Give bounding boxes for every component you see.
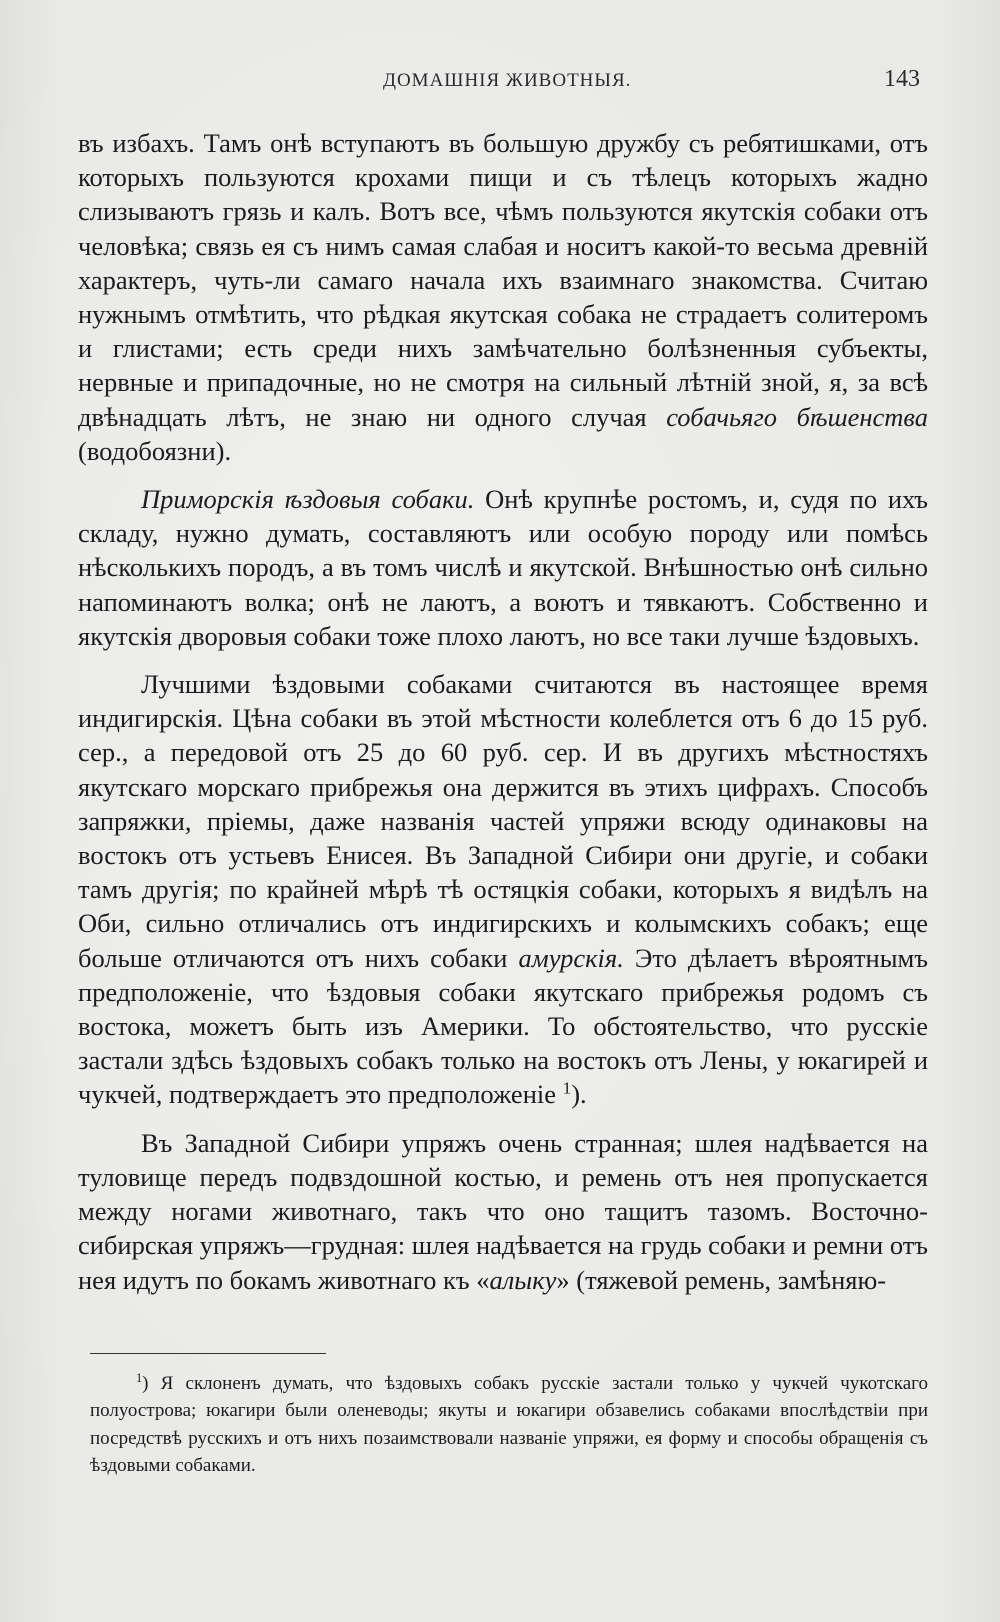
footnote-separator xyxy=(90,1353,326,1354)
paragraph-2 xyxy=(78,482,928,653)
running-head xyxy=(78,62,928,102)
paragraph-4-emphasis: алыку xyxy=(489,1264,557,1295)
paragraph-1-text: въ избахъ. Тамъ онѣ вступаютъ въ большую дружбу съ ребятишками, отъ которыхъ пользуются крохами пищи и съ тѣлецъ которыхъ жадно слизываютъ грязь и калъ. Вотъ все, чѣмъ пользуются якутскія собаки отъ человѣка; связь ея съ нимъ самая слабая и носитъ какой-то весьма древній характеръ, чуть-ли самаго начала ихъ взаимнаго знакомства. Считаю нужнымъ отмѣтить, что рѣдкая якутская собака не страдаетъ солитеромъ и глистами; есть среди нихъ замѣчательно болѣзненныя субъекты, нервные и припадочные, но не смотря на сильный лѣтній зной, я, за всѣ двѣнадцать лѣтъ, не знаю ни одного случая xyxy=(78,128,928,432)
paragraph-1-tail: (водобоязни). xyxy=(78,435,232,466)
footnotes xyxy=(78,1370,928,1480)
paragraph-3-text: Лучшими ѣздовыми собаками считаются въ настоящее время индигирскія. Цѣна собаки въ этой мѣстности колеблется отъ 6 до 15 руб. сер., а передовой отъ 25 до 60 руб. сер. И въ другихъ мѣстностяхъ якутскаго морскаго прибрежья она держится въ этихъ цифрахъ. Способъ запряжки, пріемы, даже названія частей упряжи всюду одинаковы на востокъ отъ устьевъ Енисея. Въ Западной Сибири они другіе, и собаки тамъ другія; по крайней мѣрѣ тѣ остяцкія собаки, которыхъ я видѣлъ на Оби, сильно отличались отъ индигирскихъ и колымскихъ собакъ; еще больше отличаются отъ нихъ собаки xyxy=(78,669,928,973)
paragraph-3-end: ). xyxy=(571,1079,587,1110)
paragraph-1 xyxy=(78,126,928,468)
paragraph-3-emphasis: амурскія. xyxy=(518,942,624,973)
paragraph-3-tail: Это дѣлаетъ вѣроятнымъ предположеніе, что ѣздовыя собаки якутскаго прибрежья родомъ съ востока, можетъ быть изъ Америки. То обстоятельство, что русскіе застали здѣсь ѣздовыхъ собакъ только на востокъ отъ Лены, у юкагирей и чукчей, подтверждаетъ это предположеніе xyxy=(78,942,928,1110)
paragraph-4-tail: » (тяжевой ремень, замѣняю- xyxy=(556,1264,887,1295)
paragraph-1-emphasis: собачьяго бѣшенства xyxy=(666,401,928,432)
main-text xyxy=(78,126,928,1297)
footnote-reference[interactable]: 1 xyxy=(562,1079,572,1099)
paragraph-2-text: Онѣ крупнѣе ростомъ, и, судя по ихъ складу, нужно думать, составляютъ или особую породу или помѣсь нѣсколькихъ породъ, а въ томъ числѣ и якутской. Внѣшностью онѣ сильно напоминаютъ волка; онѣ не лаютъ, а воютъ и тявкаютъ. Собственно и якутскія дворовыя собаки тоже плохо лаютъ, но все таки лучше ѣздовыхъ. xyxy=(78,484,928,651)
running-title: ДОМАШНІЯ ЖИВОТНЫЯ. xyxy=(383,70,632,91)
footnote-marker: 1 xyxy=(136,1370,143,1385)
footnote-text: Я склоненъ думать, что ѣздовыхъ собакъ русскіе застали только у чукчей чукотскаго полуострова; юкагири были оленеводы; якуты и юкагири обзавелись собаками впослѣдствіи при посредствѣ русскихъ и отъ нихъ позаимствовали названіе упряжи, ея форму и способы обращенія съ ѣздовыми собаками. xyxy=(90,1372,928,1477)
footnote-1 xyxy=(90,1370,928,1480)
section-lead-heading: Приморскія ѣздовыя собаки. xyxy=(141,484,475,515)
paragraph-4-text: Въ Западной Сибири упряжъ очень странная; шлея надѣвается на туловище передъ подвздошной костью, и ремень отъ нея пропускается между ногами животнаго, такъ что оно тащитъ тазомъ. Восточно-сибирская упряжъ—грудная: шлея надѣвается на грудь собаки и ремни отъ нея идутъ по бокамъ животнаго къ « xyxy=(78,1127,928,1295)
footnote-marker-tail: ) xyxy=(142,1372,149,1394)
paragraph-3 xyxy=(78,667,928,1112)
page-number: 143 xyxy=(884,66,920,92)
paragraph-4 xyxy=(78,1126,928,1297)
